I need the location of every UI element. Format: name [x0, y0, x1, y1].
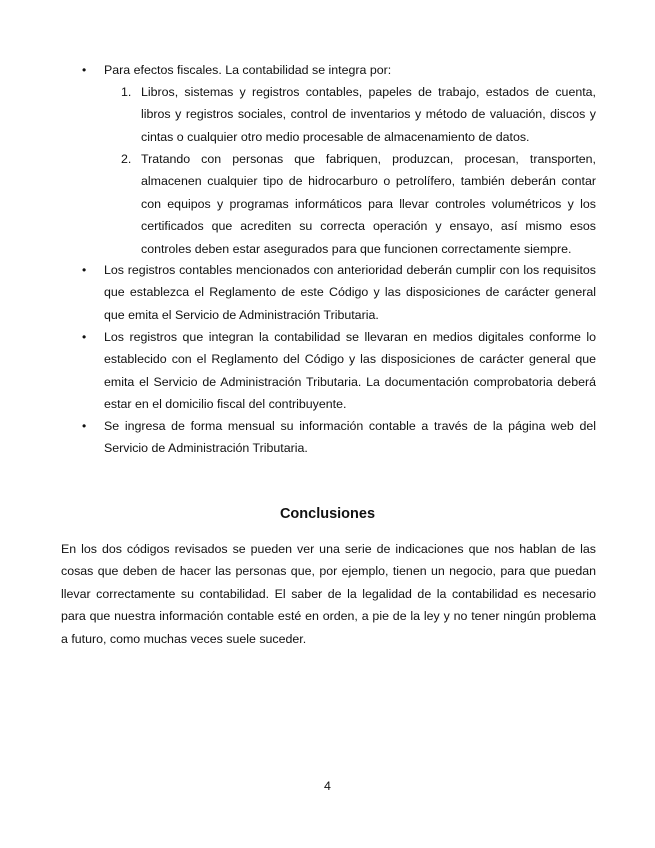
bullet-marker: • [82, 330, 87, 344]
bullet-marker: • [82, 263, 87, 277]
item-number: 1. [121, 85, 132, 99]
bullet-marker: • [82, 63, 87, 77]
bullet-text: Los registros contables mencionados con anterioridad deberán cumplir con los requisitos que establezca el Reglamento de este Código y las disposiciones de carácter general que emita el Servicio de Administración Tributaria. [104, 263, 596, 322]
section-heading: Conclusiones [279, 506, 376, 522]
bullet-item [82, 326, 596, 416]
bullet-item [82, 259, 596, 326]
bullet-item [82, 415, 596, 460]
item-text: Tratando con personas que fabriquen, produzcan, procesan, transporten, almacenen cualquier tipo de hidrocarburo o petrolífero, también deberán contar con equipos y programas informáticos para llevar controles volumétricos y los certificados que acrediten su correcta operación y ensayo, así mismo esos controles deben estar asegurados para que funcionen correctamente siempre. [141, 152, 596, 256]
numbered-item [121, 81, 596, 148]
conclusion-paragraph: En los dos códigos revisados se pueden ver una serie de indicaciones que nos hablan de las cosas que deben de hacer las personas que, por ejemplo, tienen un negocio, para que puedan llevar correctamente su contabilidad. El saber de la legalidad de la contabilidad es necesario para que nuestra información contable esté en orden, a pie de la ley y no tener ningún problema a futuro, como muchas veces suele suceder. [61, 542, 596, 646]
numbered-item [121, 148, 596, 260]
bullet-item [82, 59, 596, 81]
bullet-text: Los registros que integran la contabilidad se llevaran en medios digitales conforme lo establecido con el Reglamento del Código y las disposiciones de carácter general que emita el Servicio de Administración Tributaria. La documentación comprobatoria deberá estar en el domicilio fiscal del contribuyente. [104, 330, 596, 412]
bullet-marker: • [82, 419, 87, 433]
item-text: Libros, sistemas y registros contables, papeles de trabajo, estados de cuenta, libros y registros sociales, control de inventarios y método de valuación, discos y cintas o cualquier otro medio procesable de almacenamiento de datos. [141, 85, 596, 144]
page-number: 4 [324, 779, 331, 793]
bullet-text: Para efectos fiscales. La contabilidad se integra por: [104, 63, 392, 77]
item-number: 2. [121, 152, 132, 166]
bullet-text: Se ingresa de forma mensual su información contable a través de la página web del Servicio de Administración Tributaria. [104, 419, 596, 456]
